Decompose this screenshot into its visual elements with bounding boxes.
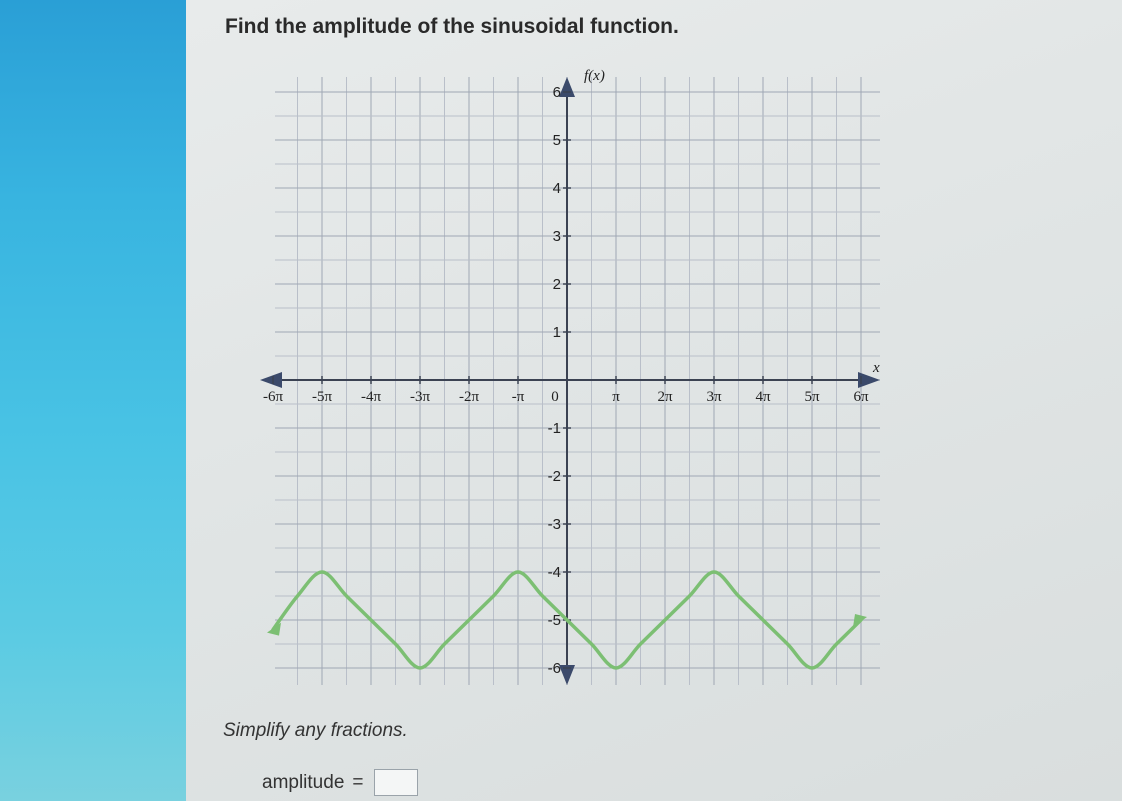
amplitude-answer-input[interactable]: [374, 769, 418, 796]
x-tick-label: 2π: [657, 389, 673, 405]
y-tick-label: 1: [552, 324, 561, 341]
x-tick-label: -3π: [409, 389, 431, 405]
x-tick-label: 0: [551, 389, 559, 405]
y-tick-label: 6: [552, 84, 561, 101]
hint-text: Simplify any fractions.: [223, 720, 408, 741]
x-tick-label: 6π: [853, 389, 869, 405]
y-tick-label: -1: [547, 420, 561, 437]
y-axis-label: f(x): [584, 68, 605, 84]
equals-sign: =: [352, 771, 364, 793]
x-axis-label: x: [873, 360, 880, 376]
y-tick-label: -3: [547, 516, 561, 533]
x-tick-label: -6π: [262, 389, 284, 405]
x-tick-label: -5π: [311, 389, 333, 405]
y-tick-label: -5: [547, 612, 561, 629]
x-tick-label: -π: [511, 389, 525, 405]
y-tick-label: 3: [552, 228, 561, 245]
x-tick-label: 4π: [755, 389, 771, 405]
y-tick-label: -4: [547, 564, 561, 581]
x-tick-label: 5π: [804, 389, 820, 405]
y-tick-label: -2: [547, 468, 561, 485]
amplitude-label: amplitude: [262, 771, 345, 793]
y-axis-top-arrow: [559, 77, 575, 97]
x-tick-label: -2π: [458, 389, 480, 405]
question-text: Find the amplitude of the sinusoidal function.: [225, 15, 679, 38]
x-tick-label: -4π: [360, 389, 382, 405]
y-tick-label: 5: [552, 132, 561, 149]
answer-row: [262, 769, 418, 796]
x-tick-label: π: [612, 389, 620, 405]
y-tick-label: 2: [552, 276, 561, 293]
x-tick-label: 3π: [706, 389, 722, 405]
y-tick-label: -6: [547, 660, 561, 677]
y-tick-label: 4: [552, 180, 561, 197]
curve-left-arrow: [267, 623, 281, 636]
x-axis-left-arrow: [260, 372, 282, 388]
